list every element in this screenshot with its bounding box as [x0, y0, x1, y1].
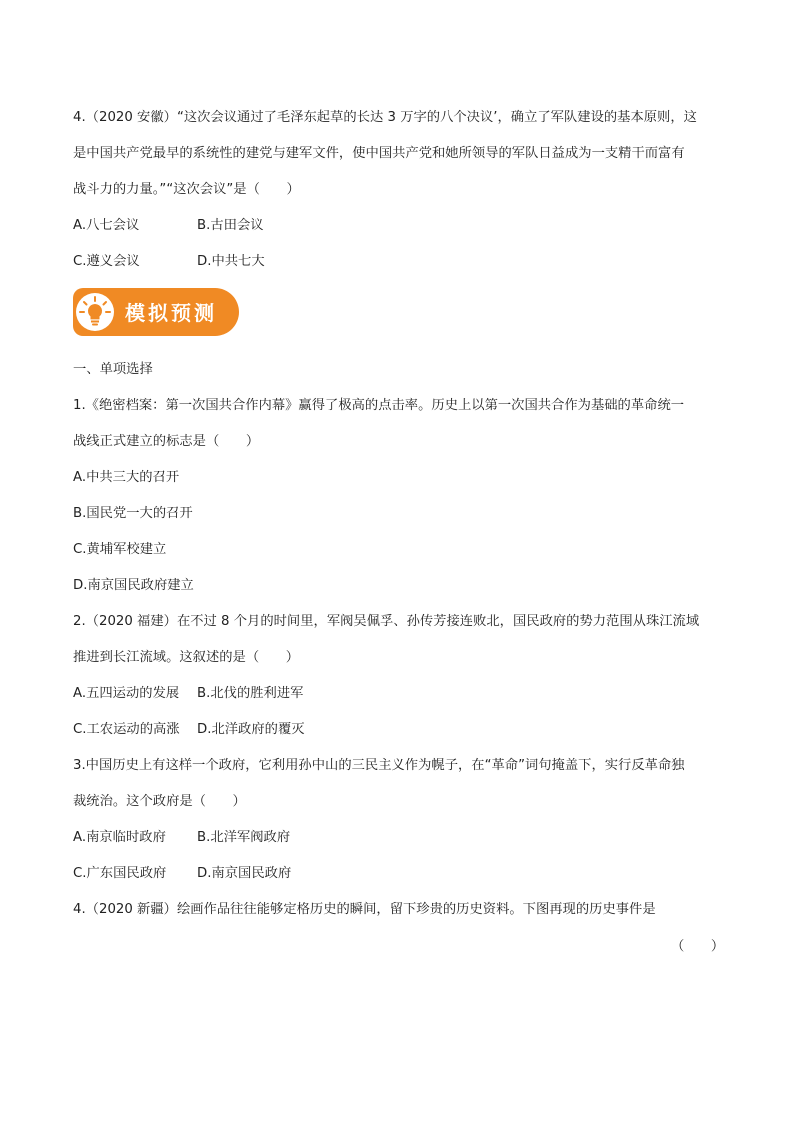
option-c: C.遵义会议	[73, 254, 140, 269]
q4-prev-options-row-2	[73, 250, 265, 269]
q4-line-1: 4.（2020 新疆）绘画作品往往能够定格历史的瞬间，留下珍贵的历史资料。下图再现的历史事件是	[73, 902, 656, 917]
q4-prev-line-3: 战斗力的力量。”“这次会议”是（ ）	[73, 182, 300, 197]
q1-option-d: D.南京国民政府建立	[73, 578, 194, 593]
option-c: C.工农运动的高涨	[73, 722, 180, 737]
option-a: A.南京临时政府	[73, 830, 166, 845]
q1-option-b: B.国民党一大的召开	[73, 506, 193, 521]
q1-line-2: 战线正式建立的标志是（ ）	[73, 434, 260, 449]
option-b: B.北伐的胜利进军	[197, 686, 304, 701]
q4-prev-line-1: 4.（2020 安徽）“这次会议通过了毛泽东起草的长达 3 万字的八个决议’，确立了军队建设的基本原则，这	[73, 110, 697, 125]
q1-option-c: C.黄埔军校建立	[73, 542, 167, 557]
q2-options-row-2	[73, 718, 305, 737]
banner-title: 模拟预测	[125, 301, 217, 325]
q3-line-1: 3.中国历史上有这样一个政府，它利用孙中山的三民主义作为幌子，在“革命”词句掩盖下，实行反革命独	[73, 758, 685, 773]
option-d: D.北洋政府的覆灭	[197, 722, 305, 737]
section-banner	[73, 288, 239, 336]
option-d: D.南京国民政府	[197, 866, 292, 881]
option-b: B.北洋军阀政府	[197, 830, 291, 845]
option-c: C.广东国民政府	[73, 866, 167, 881]
option-a: A.五四运动的发展	[73, 686, 180, 701]
q2-line-2: 推进到长江流域。这叙述的是（ ）	[73, 650, 300, 665]
section-title: 一、单项选择	[73, 362, 153, 377]
q4-prev-options-row-1	[73, 214, 264, 233]
q1-option-a: A.中共三大的召开	[73, 470, 180, 485]
q1-line-1: 1.《绝密档案：第一次国共合作内幕》赢得了极高的点击率。历史上以第一次国共合作为基础的革命统一	[73, 398, 685, 413]
q3-line-2: 裁统治。这个政府是（ ）	[73, 794, 246, 809]
option-d: D.中共七大	[197, 254, 265, 269]
lightbulb-icon	[76, 293, 114, 331]
q3-options-row-1	[73, 826, 290, 845]
q2-options-row-1	[73, 682, 303, 701]
q3-options-row-2	[73, 862, 291, 881]
option-a: A.八七会议	[73, 218, 140, 233]
option-b: B.古田会议	[197, 218, 264, 233]
q4-answer-paren: （ ）	[671, 939, 725, 954]
q4-prev-line-2: 是中国共产党最早的系统性的建党与建军文件，使中国共产党和她所领导的军队日益成为一支精干而富有	[73, 146, 685, 161]
q2-line-1: 2.（2020 福建）在不过 8 个月的时间里，军阀吴佩孚、孙传芳接连败北，国民政府的势力范围从珠江流域	[73, 614, 700, 629]
